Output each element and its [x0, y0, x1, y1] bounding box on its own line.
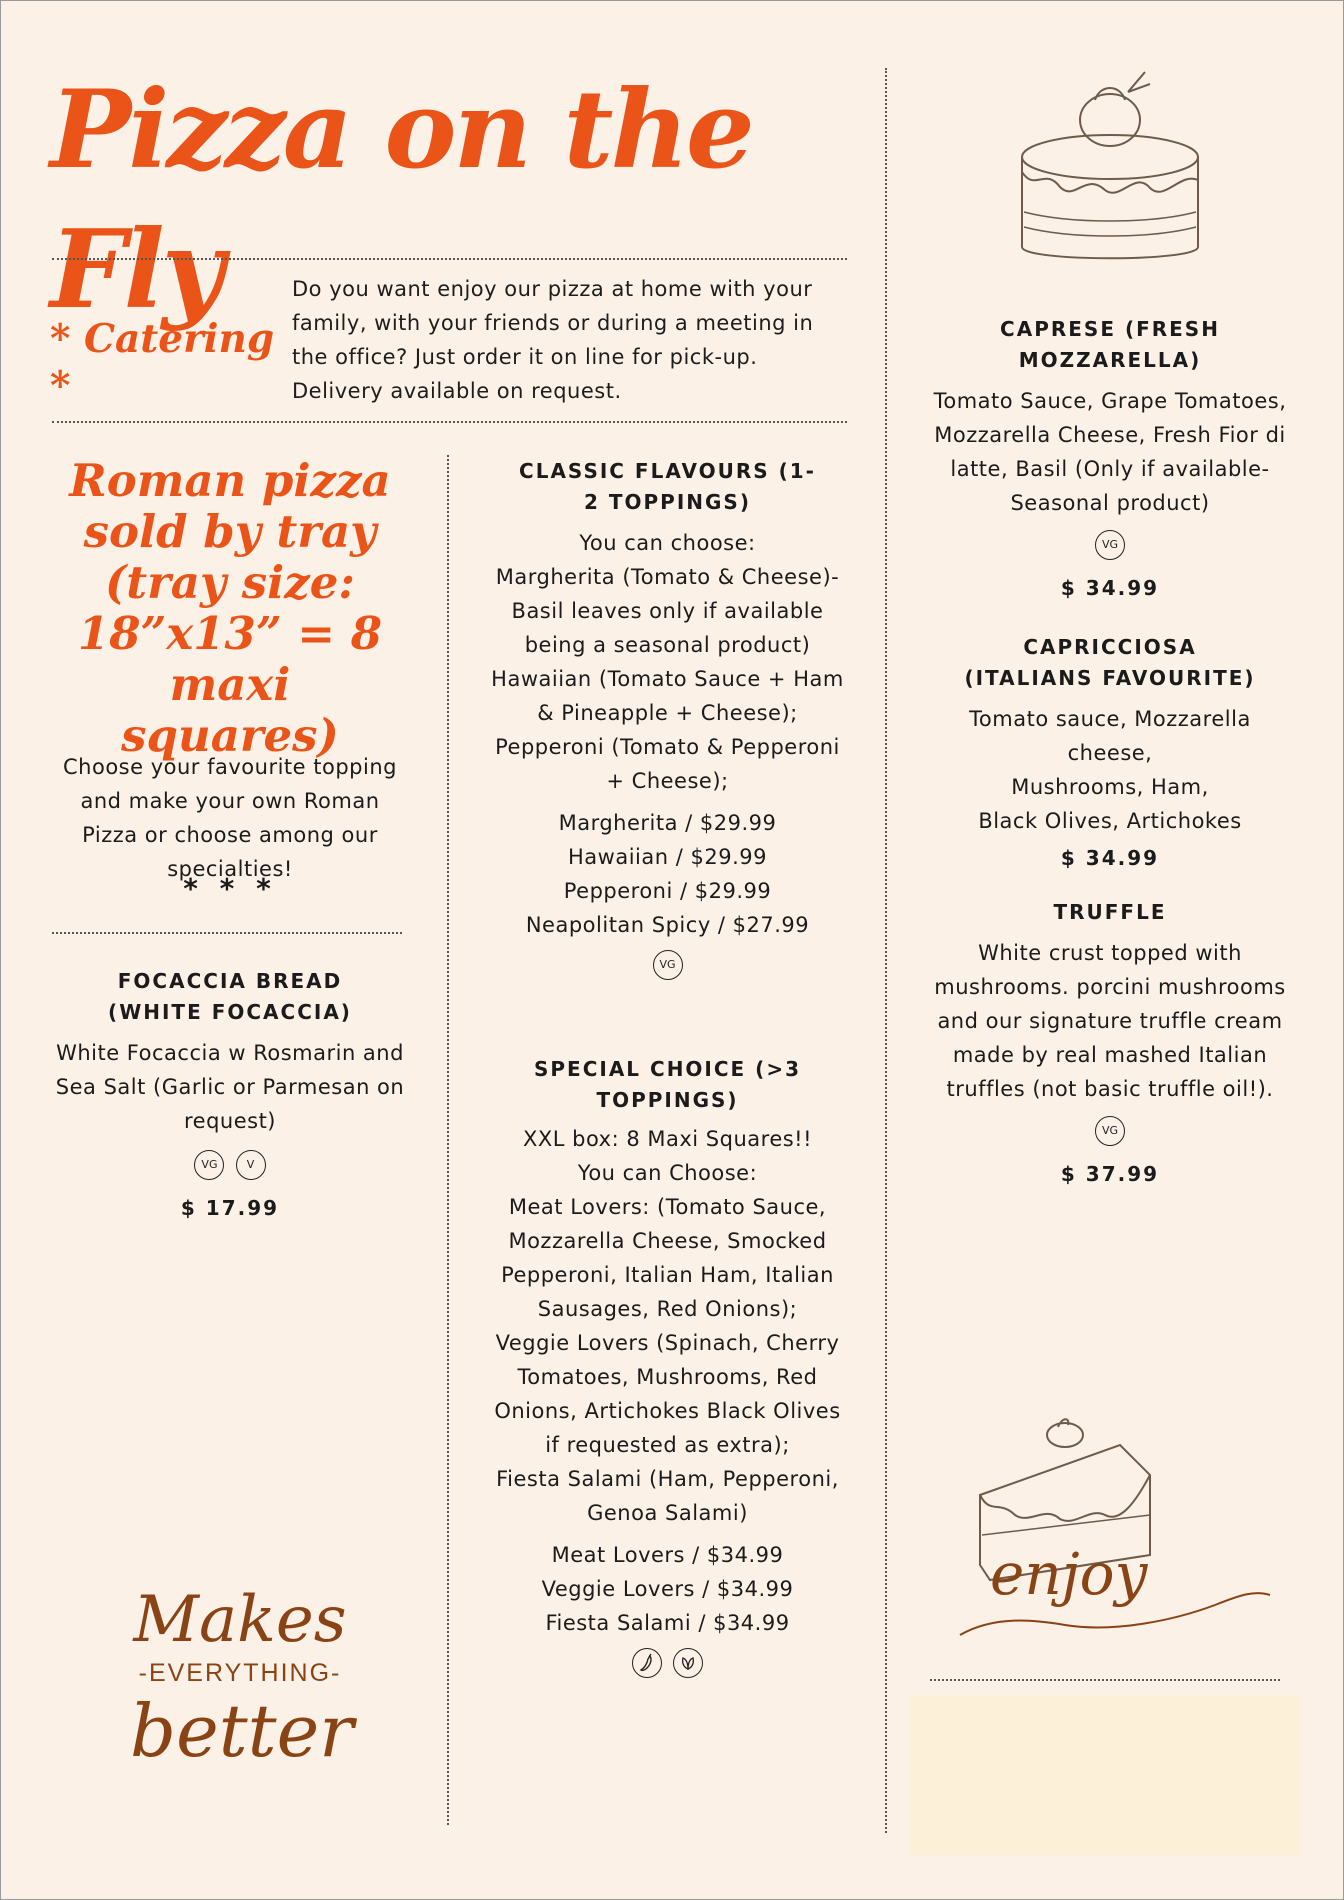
- classic-badges: [490, 950, 845, 980]
- roman-stars: * * *: [183, 872, 277, 905]
- focaccia-desc: White Focaccia w Rosmarin and Sea Salt (Garlic or Parmesan on request): [55, 1041, 405, 1133]
- special-desc-line: Meat Lovers: (Tomato Sauce, Mozzarella Cheese, Smocked Pepperoni, Italian Ham, Italian Sausages, Red Onions);: [501, 1195, 834, 1321]
- divider-note: [930, 1679, 1280, 1681]
- focaccia-title: FOCACCIA BREAD (WHITE FOCACCIA): [108, 969, 352, 1024]
- special-badges: [490, 1648, 845, 1681]
- classic-desc-line: Pepperoni (Tomato & Pepperoni + Cheese);: [495, 735, 840, 793]
- special-desc-line: Veggie Lovers (Spinach, Cherry Tomatoes, Mushrooms, Red Onions, Artichokes Black Olives if requested as extra);: [494, 1331, 841, 1457]
- classic-price-line: Neapolitan Spicy / $27.99: [525, 913, 810, 937]
- truffle-section: [930, 897, 1290, 1186]
- better-text: better: [130, 1689, 354, 1773]
- classic-title: CLASSIC FLAVOURS (1-2 TOPPINGS): [519, 459, 816, 514]
- special-title: SPECIAL CHOICE (>3 TOPPINGS): [533, 1057, 801, 1112]
- special-price-line: Veggie Lovers / $34.99: [541, 1577, 794, 1601]
- classic-prices: [490, 806, 845, 942]
- truffle-desc: White crust topped with mushrooms. porcini mushrooms and our signature truffle cream made by real mashed Italian truffles (not basic truffle oil!).: [934, 941, 1286, 1101]
- special-desc-line: You can Choose:: [577, 1161, 758, 1185]
- catering-label: * Catering *: [50, 316, 275, 409]
- classic-desc-line: Margherita (Tomato & Cheese)- Basil leaves only if available being a seasonal product): [495, 565, 840, 657]
- classic-price-line: Hawaiian / $29.99: [568, 845, 767, 869]
- capricciosa-price: $ 34.99: [1060, 846, 1160, 870]
- special-desc: [490, 1122, 845, 1530]
- chili-icon: [632, 1648, 662, 1678]
- cake-illustration-icon: [1010, 62, 1210, 277]
- vegan-badge: VG: [1095, 530, 1125, 560]
- caprese-desc: Tomato Sauce, Grape Tomatoes, Mozzarella Cheese, Fresh Fior di latte, Basil (Only if available- Seasonal product): [933, 389, 1287, 515]
- vegan-badge: VG: [194, 1150, 224, 1180]
- focaccia-section: [45, 966, 415, 1220]
- focaccia-badges: [45, 1150, 415, 1180]
- roman-text: Choose your favourite topping and make your own Roman Pizza or choose among our specialties!: [63, 755, 397, 881]
- caprese-title: CAPRESE (FRESH MOZZARELLA): [1000, 317, 1220, 372]
- special-prices: [490, 1538, 845, 1640]
- capricciosa-desc-line: Mushrooms, Ham,: [1011, 775, 1209, 799]
- classic-desc-line: You can choose:: [579, 531, 756, 555]
- classic-price-line: Margherita / $29.99: [558, 811, 777, 835]
- classic-desc: [490, 526, 845, 798]
- caprese-badges: [930, 530, 1290, 560]
- makes-text: Makes: [133, 1583, 347, 1657]
- truffle-badges: [930, 1116, 1290, 1146]
- makes-everything-better-lettering: [130, 1583, 354, 1773]
- special-price-line: Fiesta Salami / $34.99: [545, 1611, 790, 1635]
- vegan-badge: VG: [653, 950, 683, 980]
- capricciosa-desc: [930, 702, 1290, 838]
- capricciosa-section: [930, 632, 1290, 870]
- catering-text: Do you want enjoy our pizza at home with your family, with your friends or during a meeting in the office? Just order it on line for pick-up. Delivery available on request.: [292, 277, 814, 403]
- divider-col-1: [447, 455, 449, 1825]
- classic-section: [490, 456, 845, 980]
- capricciosa-desc-line: Black Olives, Artichokes: [978, 809, 1242, 833]
- caprese-price: $ 34.99: [1060, 576, 1160, 600]
- divider-col-2: [885, 68, 887, 1833]
- note-box: [910, 1695, 1300, 1855]
- classic-desc-line: Hawaiian (Tomato Sauce + Ham & Pineapple + Cheese);: [491, 667, 844, 725]
- leaf-icon: [673, 1648, 703, 1678]
- vegetarian-badge: V: [236, 1150, 266, 1180]
- roman-heading: Roman pizza sold by tray (tray size: 18”x13” = 8 maxi squares): [69, 454, 391, 762]
- enjoy-lettering: enjoy: [990, 1540, 1148, 1608]
- special-desc-line: XXL box: 8 Maxi Squares!!: [522, 1127, 813, 1151]
- caprese-section: [930, 314, 1290, 600]
- menu-title: Pizza on the Fly: [50, 67, 752, 334]
- divider-catering: [52, 421, 847, 423]
- divider-top: [52, 258, 847, 260]
- special-price-line: Meat Lovers / $34.99: [551, 1543, 784, 1567]
- truffle-price: $ 37.99: [1060, 1162, 1160, 1186]
- everything-text: -EVERYTHING-: [138, 1659, 342, 1687]
- capricciosa-desc-line: Tomato sauce, Mozzarella cheese,: [969, 707, 1251, 765]
- capricciosa-title: CAPRICCIOSA (ITALIANS FAVOURITE): [964, 635, 1256, 690]
- divider-roman: [52, 932, 402, 934]
- truffle-title: TRUFFLE: [1053, 900, 1167, 924]
- focaccia-price: $ 17.99: [180, 1196, 280, 1220]
- classic-price-line: Pepperoni / $29.99: [563, 879, 772, 903]
- enjoy-swash-icon: [955, 1575, 1275, 1645]
- special-section: [490, 1054, 845, 1681]
- vegan-badge: VG: [1095, 1116, 1125, 1146]
- special-desc-line: Fiesta Salami (Ham, Pepperoni, Genoa Salami): [496, 1467, 839, 1525]
